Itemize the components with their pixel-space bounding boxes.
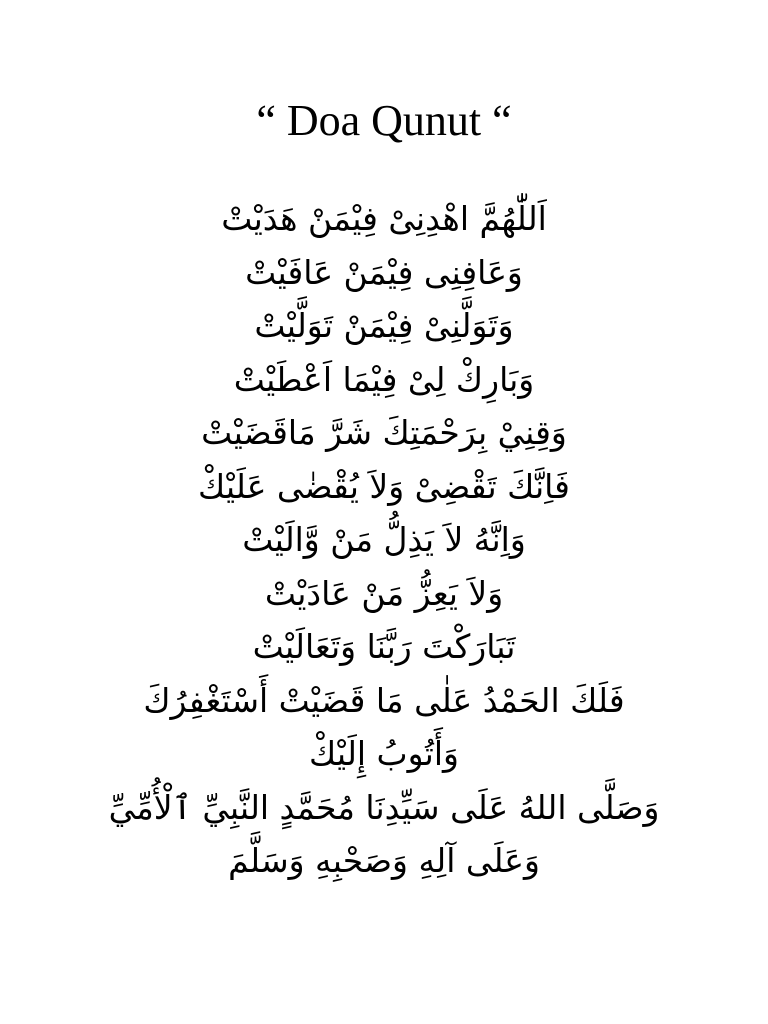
prayer-line: وَأَتُوبُ إِلَيْكْ [309,734,459,773]
prayer-line: اَللّٰهُمَّ اهْدِنِىْ فِيْمَنْ هَدَيْتْ [221,199,547,238]
prayer-line: وَاِنَّهُ لاَ يَذِلُّ مَنْ وَّالَيْتْ [242,520,526,559]
prayer-line: وَلاَ يَعِزُّ مَنْ عَادَيْتْ [264,573,504,613]
prayer-line: وَعَلَى آلِهِ وَصَحْبِهِ وَسَلَّمَ [228,841,540,880]
prayer-text [40,192,728,888]
prayer-line: وَصَلَّى اللهُ عَلَى سَيِّدِنَا مُحَمَّدٍ النَّبِيِّ ٱلْأُمِّيِّ [108,787,660,827]
document-title: “ Doa Qunut “ [256,96,512,145]
prayer-line: وَعَافِنِى فِيْمَنْ عَافَيْتْ [245,252,523,292]
prayer-line: وَقِنِيْ بِرَحْمَتِكَ شَرَّ مَاقَضَيْتْ [201,413,567,452]
prayer-line: تَبَارَكْتَ رَبَّنَا وَتَعَالَيْتْ [252,627,516,666]
prayer-line: فَاِنَّكَ تَقْضِىْ وَلاَ يُقْضٰى عَلَيْكْ [198,466,570,506]
prayer-line: وَبَارِكْ لِىْ فِيْمَا اَعْطَيْتْ [233,359,535,399]
prayer-line: وَتَوَلَّنِىْ فِيْمَنْ تَوَلَّيْتْ [254,306,514,345]
prayer-line: فَلَكَ الحَمْدُ عَلٰى مَا قَضَيْتْ أَسْتَغْفِرُكَ [143,680,625,720]
